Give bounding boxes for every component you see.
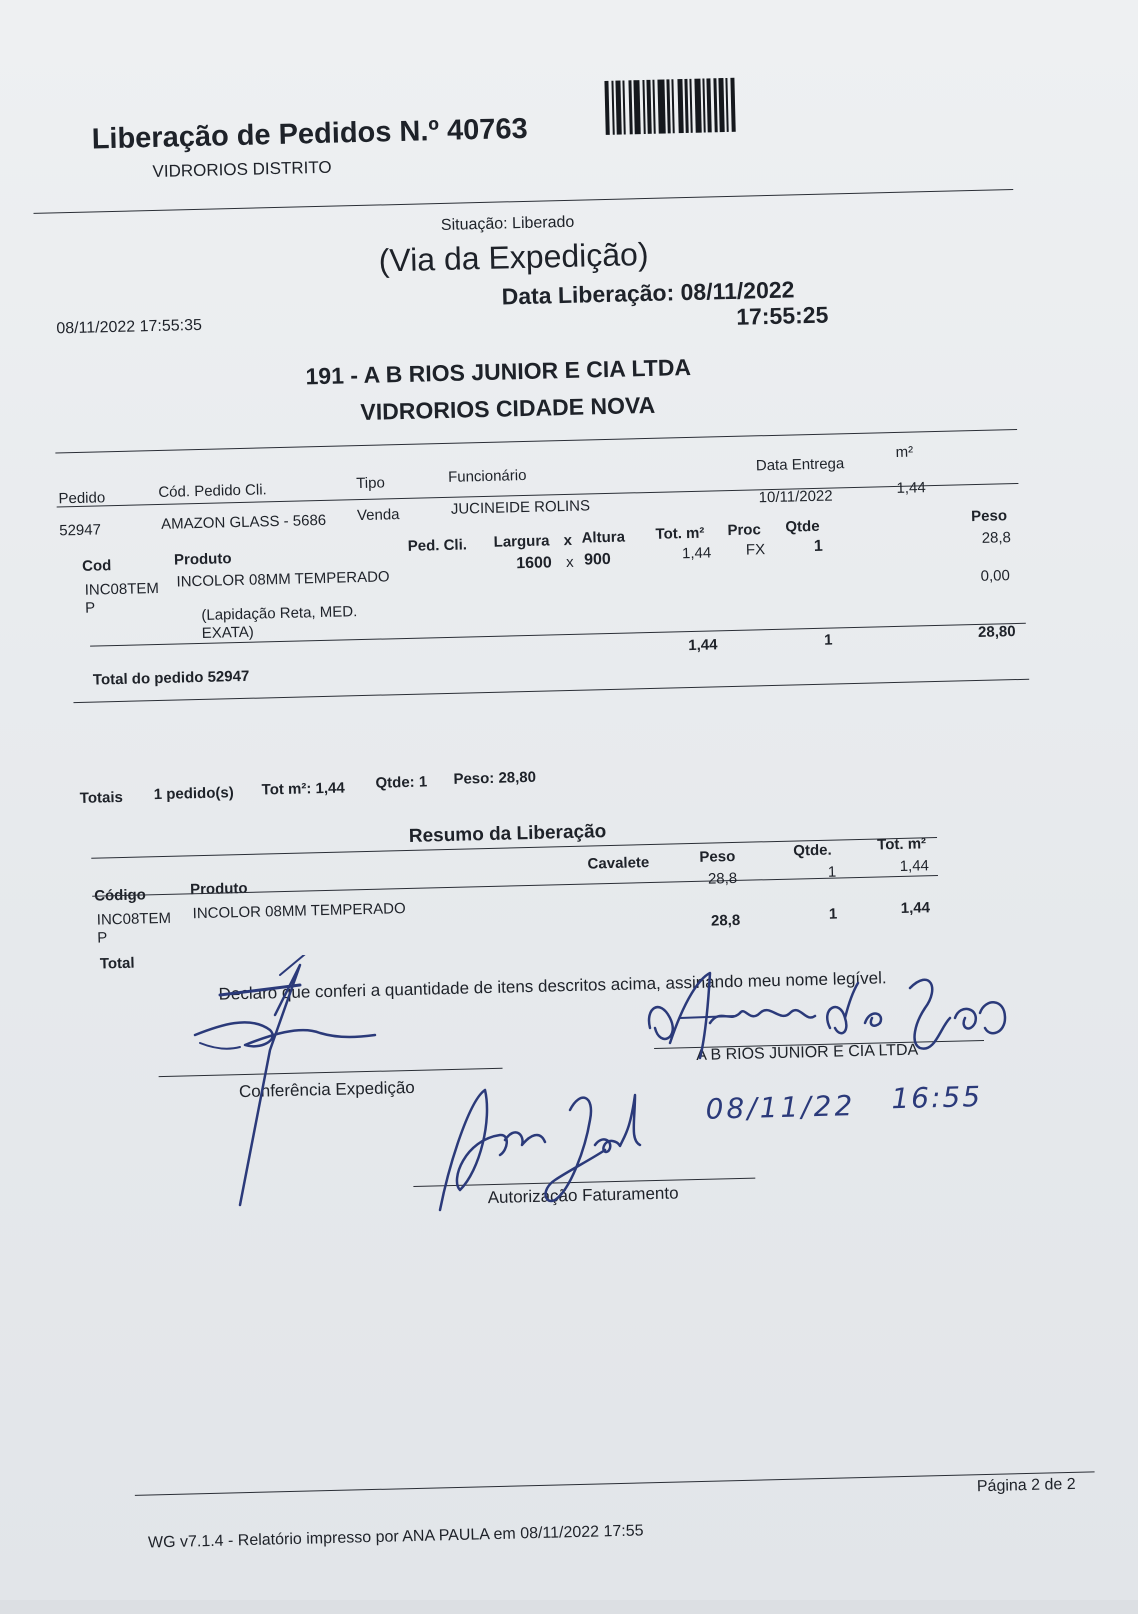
order-data-entrega: 10/11/2022	[758, 487, 833, 507]
col-data-entrega: Data Entrega	[755, 455, 845, 475]
totals-tot-m2: Tot m²: 1,44	[261, 779, 345, 799]
company-name: VIDRORIOS DISTRITO	[152, 157, 332, 182]
item-col-ped-cli: Ped. Cli.	[407, 536, 468, 555]
order-tipo: Venda	[356, 506, 400, 525]
order-total-qtde: 1	[823, 631, 833, 649]
summary-total-peso: 28,8	[710, 911, 741, 930]
client-signature	[640, 968, 1020, 1078]
totals-label: Totais	[79, 788, 124, 807]
handwritten-date: 08/11/22	[705, 1089, 856, 1126]
item-col-tot-m2: Tot. m²	[655, 524, 705, 543]
customer-store: VIDRORIOS CIDADE NOVA	[360, 391, 656, 425]
item-col-largura: Largura	[493, 532, 550, 551]
item-qtde: 1	[813, 537, 823, 555]
copy-type: (Via da Expedição)	[378, 235, 649, 279]
item-x: x	[565, 553, 574, 572]
item-col-peso: Peso	[970, 507, 1008, 526]
header-divider	[33, 189, 1013, 214]
footer-line	[135, 1471, 1095, 1495]
conferencia-signature	[180, 955, 400, 1215]
item-cod-line1: INC08TEM	[84, 579, 160, 599]
item-proc: FX	[745, 541, 766, 559]
footer-printed-by: WG v7.1.4 - Relatório impresso por ANA PAULA em 08/11/2022 17:55	[147, 1522, 644, 1552]
summary-col-peso: Peso	[699, 847, 736, 866]
item-detail-line2: EXATA)	[201, 623, 254, 642]
item-peso: 28,8	[981, 529, 1012, 547]
order-m2: 1,44	[896, 479, 926, 497]
totals-qtde: Qtde: 1	[375, 773, 428, 792]
summary-col-cavalete: Cavalete	[587, 854, 650, 873]
item-col-qtde: Qtde	[785, 517, 820, 536]
item-detail-line1: (Lapidação Reta, MED.	[201, 603, 358, 624]
release-date: Data Liberação: 08/11/2022	[501, 276, 795, 310]
page-number: Página 2 de 2	[976, 1475, 1076, 1496]
order-pedido: 52947	[59, 521, 102, 540]
item-col-cod: Cod	[81, 557, 112, 575]
item-altura: 900	[583, 550, 612, 569]
autorizacao-label: Autorização Faturamento	[487, 1183, 679, 1208]
client-name-label: A B RIOS JUNIOR E CIA LTDA	[696, 1041, 919, 1064]
conferencia-label: Conferência Expedição	[238, 1077, 415, 1102]
item-largura: 1600	[516, 554, 553, 573]
col-m2: m²	[895, 443, 914, 461]
item-col-altura: Altura	[581, 528, 626, 547]
order-funcionario: JUCINEIDE ROLINS	[450, 497, 591, 518]
totals-pedidos: 1 pedido(s)	[153, 784, 234, 804]
col-tipo: Tipo	[355, 474, 386, 493]
report-title: Liberação de Pedidos N.º 40763	[91, 112, 529, 156]
summary-produto: INCOLOR 08MM TEMPERADO	[192, 900, 406, 923]
release-time: 17:55:25	[735, 301, 829, 330]
summary-tot-m2: 1,44	[899, 857, 930, 875]
order-total-label: Total do pedido 52947	[92, 667, 250, 689]
col-cod-pedido-cli: Cód. Pedido Cli.	[158, 481, 267, 501]
printed-datetime: 08/11/2022 17:55:35	[56, 316, 203, 338]
summary-cod-line1: INC08TEM	[96, 909, 172, 929]
status-text: Situação: Liberado	[440, 213, 575, 234]
totals-peso: Peso: 28,80	[453, 768, 537, 788]
declaration-text: Declaro que conferi a quantidade de itens descritos acima, assinando meu nome legível.	[218, 968, 887, 1004]
summary-total-label: Total	[99, 954, 135, 973]
summary-col-qtde: Qtde.	[793, 841, 832, 860]
item-tot-m2: 1,44	[681, 544, 712, 563]
col-pedido: Pedido	[58, 489, 106, 508]
order-top-line	[55, 429, 1017, 454]
item-produto: INCOLOR 08MM TEMPERADO	[176, 568, 390, 591]
summary-col-produto: Produto	[189, 879, 248, 899]
summary-col-tot-m2: Tot. m²	[876, 835, 927, 854]
col-funcionario: Funcionário	[447, 466, 527, 486]
summary-title: Resumo da Liberação	[408, 821, 607, 847]
order-total-m2: 1,44	[688, 636, 718, 655]
item-cod-line2: P	[84, 599, 96, 617]
item-peso-extra: 0,00	[980, 567, 1011, 585]
order-cod-pedido-cli: AMAZON GLASS - 5686	[160, 511, 327, 533]
item-col-produto: Produto	[173, 550, 232, 569]
summary-peso: 28,8	[707, 869, 738, 888]
summary-total-qtde: 1	[828, 905, 838, 923]
order-total-peso: 28,80	[977, 623, 1016, 641]
barcode	[604, 77, 775, 135]
item-col-x: x	[563, 531, 573, 550]
handwritten-time: 16:55	[890, 1080, 983, 1116]
faturamento-signature	[430, 1080, 670, 1220]
summary-qtde: 1	[827, 863, 837, 881]
summary-total-tot-m2: 1,44	[900, 899, 931, 917]
item-col-proc: Proc	[727, 521, 762, 540]
customer-name: 191 - A B RIOS JUNIOR E CIA LTDA	[305, 353, 692, 390]
summary-cod-line2: P	[97, 929, 108, 947]
summary-col-codigo: Código	[93, 886, 147, 905]
